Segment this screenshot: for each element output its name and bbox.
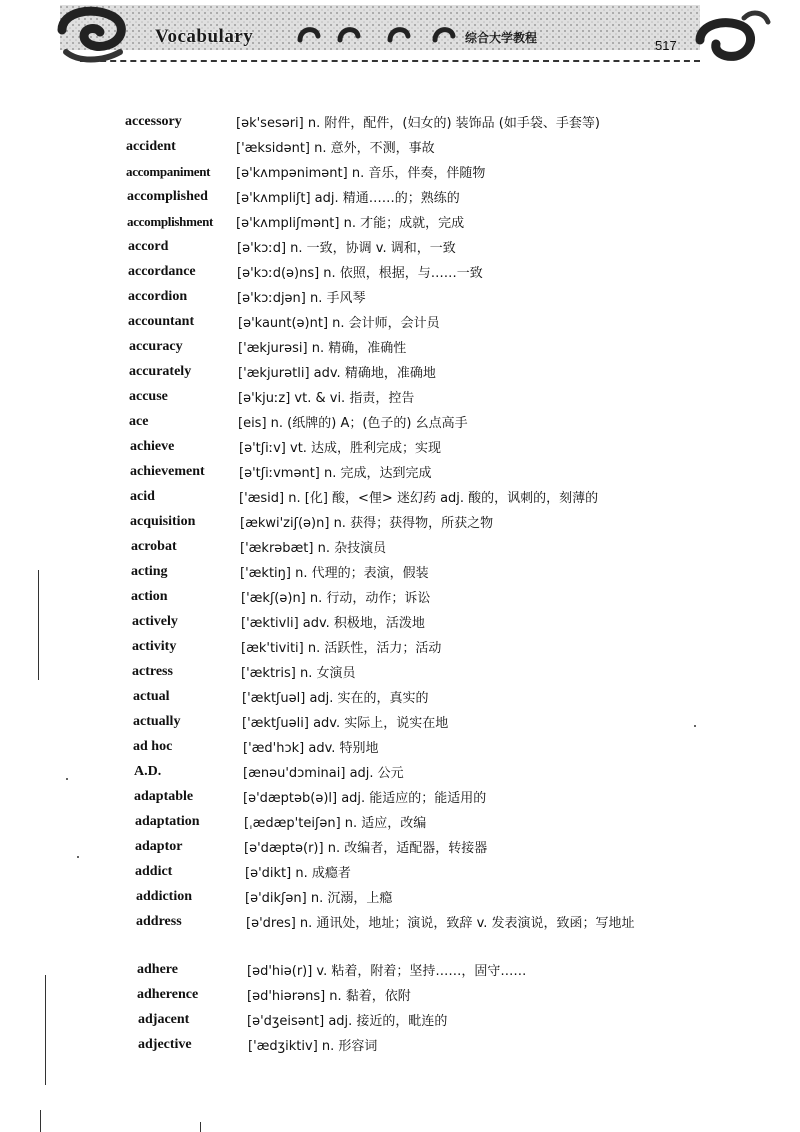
list-item: [0, 560, 800, 585]
list-item: [0, 885, 800, 910]
headword: accountant: [128, 314, 195, 329]
definition: [ə'kjuːz] vt. & vi. 指责，控告: [238, 391, 415, 406]
list-item: [0, 1033, 800, 1058]
list-item: [0, 1008, 800, 1033]
definition: [ə'kaunt(ə)nt] n. 会计师，会计员: [238, 316, 440, 331]
headword: acrobat: [131, 539, 177, 554]
headword: actress: [132, 664, 173, 679]
list-item: [0, 785, 800, 810]
list-item: [0, 210, 800, 235]
definition: ['æsid] n. [化] 酸，<俚> 迷幻药 adj. 酸的，讽刺的，刻薄的: [239, 491, 599, 506]
header-series-title: 综合大学教程: [465, 31, 538, 45]
headword: adjacent: [138, 1012, 190, 1027]
definition: [ænəu'dɔminai] adj. 公元: [243, 766, 404, 781]
definition: ['æksidənt] n. 意外，不测，事故: [236, 141, 435, 156]
list-item: [0, 635, 800, 660]
list-item: [0, 983, 800, 1008]
list-item: [0, 660, 800, 685]
headword: adaptation: [135, 814, 200, 829]
page-number: 517: [655, 38, 677, 53]
list-item: [0, 610, 800, 635]
list-item: [0, 910, 800, 958]
definition: [əd'hiə(r)] v. 粘着，附着；坚持……，固守……: [247, 964, 527, 979]
definition: [ə'kɔːd] n. 一致，协调 v. 调和，一致: [237, 241, 456, 256]
list-item: [0, 510, 800, 535]
definition: ['æktivli] adv. 积极地，活泼地: [241, 616, 425, 631]
definition: ['æktʃuəli] adv. 实际上，说实在地: [242, 716, 449, 731]
definition: [ə'tʃiːv] vt. 达成，胜利完成；实现: [239, 441, 442, 456]
list-item: [0, 235, 800, 260]
list-item: [0, 435, 800, 460]
headword: A.D.: [134, 764, 162, 779]
headword: achievement: [130, 464, 205, 479]
definition: ['ædʒiktiv] n. 形容词: [248, 1039, 378, 1054]
definition: ['æktʃuəl] adj. 实在的，真实的: [242, 691, 429, 706]
headword: acting: [131, 564, 168, 579]
header-title: Vocabulary: [155, 26, 254, 47]
definition: [ə'dʒeisənt] adj. 接近的，毗连的: [247, 1014, 448, 1029]
page-header: [0, 0, 800, 90]
list-item: [0, 185, 800, 210]
headword: accuracy: [129, 339, 183, 354]
definition: [ə'kʌmpliʃmənt] n. 才能；成就，完成: [236, 216, 465, 231]
headword: accident: [126, 139, 176, 154]
vocabulary-list: [0, 110, 800, 1058]
header-dashed-rule: [80, 60, 700, 62]
definition: [ə'kɔːdjən] n. 手风琴: [237, 291, 366, 306]
list-item: [0, 460, 800, 485]
list-item: [0, 360, 800, 385]
headword: accurately: [129, 364, 192, 379]
definition: ['æd'hɔk] adv. 特别地: [243, 741, 379, 756]
list-item: [0, 485, 800, 510]
list-item: [0, 535, 800, 560]
list-item: [0, 335, 800, 360]
headword: actual: [133, 689, 170, 704]
headword: accomplishment: [127, 214, 214, 229]
definition: ['ækʃ(ə)n] n. 行动，动作；诉讼: [241, 591, 431, 606]
definition: [ə'dikt] n. 成瘾者: [245, 866, 351, 881]
headword: actively: [132, 614, 178, 629]
definition: [æk'tiviti] n. 活跃性，活力；活动: [241, 641, 442, 656]
headword: addiction: [136, 889, 193, 904]
headword: accordion: [128, 289, 188, 304]
headword: adaptable: [134, 789, 194, 804]
list-item: [0, 110, 800, 135]
headword: ace: [129, 414, 149, 429]
definition: [ə'dres] n. 通讯处，地址；演说，致辞 v. 发表演说，致函；写地址: [246, 916, 635, 931]
list-item: [0, 385, 800, 410]
list-item: [0, 410, 800, 435]
list-item: [0, 260, 800, 285]
headword: acquisition: [130, 514, 196, 529]
list-item: [0, 760, 800, 785]
definition: [ə'kʌmpliʃt] adj. 精通……的；熟练的: [236, 191, 460, 206]
definition: ['æktris] n. 女演员: [241, 666, 356, 681]
definition: ['ækjurəsi] n. 精确，准确性: [238, 341, 407, 356]
list-item: [0, 310, 800, 335]
headword: addict: [135, 864, 173, 879]
definition: [ə'dæptəb(ə)l] adj. 能适应的；能适用的: [243, 791, 487, 806]
definition: [ækwi'ziʃ(ə)n] n. 获得；获得物，所获之物: [240, 516, 494, 531]
list-item: [0, 735, 800, 760]
list-item: [0, 860, 800, 885]
definition: [ə'tʃiːvmənt] n. 完成，达到完成: [239, 466, 432, 481]
margin-line: [40, 1110, 41, 1132]
definition: ['æktiŋ] n. 代理的；表演，假装: [240, 566, 429, 581]
headword: address: [136, 914, 182, 929]
headword: achieve: [130, 439, 175, 454]
headword: acid: [130, 489, 155, 504]
headword: adherence: [137, 987, 199, 1002]
headword: accordance: [128, 264, 196, 279]
definition: ['ækrəbæt] n. 杂技演员: [240, 541, 387, 556]
definition: [ə'kɔːd(ə)ns] n. 依照，根据，与……一致: [237, 266, 483, 281]
headword: action: [131, 589, 168, 604]
headword: accord: [128, 239, 169, 254]
headword: ad hoc: [133, 739, 173, 754]
headword: accompaniment: [126, 164, 211, 179]
headword: accessory: [125, 114, 182, 129]
list-item: [0, 835, 800, 860]
list-item: [0, 160, 800, 185]
headword: accuse: [129, 389, 168, 404]
list-item: [0, 810, 800, 835]
definition: [əd'hiərəns] n. 黏着，依附: [247, 989, 411, 1004]
definition: [ək'sesəri] n. 附件，配件，(妇女的) 装饰品 (如手袋、手套等): [236, 116, 600, 131]
headword: activity: [132, 639, 177, 654]
header-ornament: [0, 0, 800, 90]
definition: [ˌædæp'teiʃən] n. 适应，改编: [244, 816, 427, 831]
list-item: [0, 710, 800, 735]
definition: [ə'dikʃən] n. 沉溺，上瘾: [245, 891, 393, 906]
headword: accomplished: [127, 189, 208, 204]
list-item: [0, 585, 800, 610]
list-item: [0, 285, 800, 310]
definition: ['ækjurətli] adv. 精确地，准确地: [238, 366, 436, 381]
definition: [ə'dæptə(r)] n. 改编者，适配器，转接器: [244, 841, 488, 856]
margin-line: [200, 1122, 201, 1132]
headword: adjective: [138, 1037, 192, 1052]
definition: [eis] n. (纸牌的) A；(色子的) 幺点高手: [238, 416, 468, 431]
definition: [ə'kʌmpənimənt] n. 音乐，伴奏，伴随物: [236, 166, 486, 181]
list-item: [0, 685, 800, 710]
list-item: [0, 958, 800, 983]
list-item: [0, 135, 800, 160]
headword: actually: [133, 714, 181, 729]
headword: adhere: [137, 962, 178, 977]
headword: adaptor: [135, 839, 183, 854]
